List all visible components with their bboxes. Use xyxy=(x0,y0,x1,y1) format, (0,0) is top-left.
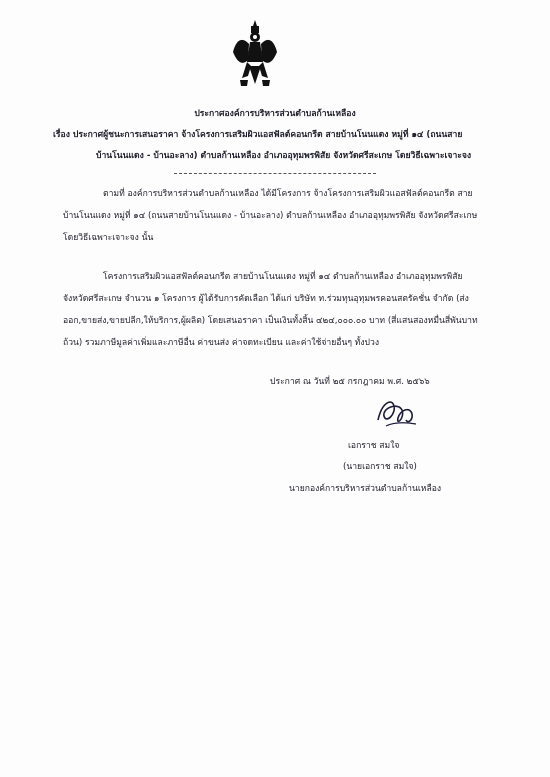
signer-position: นายกองค์การบริหารส่วนตำบลก้านเหลือง xyxy=(289,484,442,494)
subject-line-1: เรื่อง ประกาศผู้ชนะการเสนอราคา จ้างโครงการเสริมผิวแอสฟัลต์คอนกรีต สายบ้านโนนแดง หมู่ที่ ๑๔ (ถนนสาย xyxy=(53,130,463,140)
announcement-date: ประกาศ ณ วันที่ ๒๕ กรกฎาคม พ.ศ. ๒๕๖๖ xyxy=(270,377,430,387)
paragraph-1-line-1: ตามที่ องค์การบริหารส่วนตำบลก้านเหลือง ได้มีโครงการ จ้างโครงการเสริมผิวแอสฟัลต์คอนกรีต สาย xyxy=(103,189,473,199)
paragraph-2-line-2: จังหวัดศรีสะเกษ จำนวน ๑ โครงการ ผู้ได้รับการคัดเลือก ได้แก่ บริษัท ท.ร่วมทุนอุทุมพรคอนสตรัคชั่น จำกัด (ส่ง xyxy=(63,294,469,304)
separator-line xyxy=(174,173,376,174)
subject-line-2: บ้านโนนแดง - บ้านอะลาง) ตำบลก้านเหลือง อำเภออุทุมพรพิสัย จังหวัดศรีสะเกษ โดยวิธีเฉพาะเจาะจง xyxy=(96,151,472,161)
paragraph-2-line-3: ออก,ขายส่ง,ขายปลีก,ให้บริการ,ผู้ผลิต) โดยเสนอราคา เป็นเงินทั้งสิ้น ๔๒๔,๐๐๐.๐๐ บาท (สี่แสนสองหมื่นสี่พันบาท xyxy=(63,316,478,326)
signer-name-parenthetical: (นายเอกราช สมใจ) xyxy=(343,462,417,472)
signer-name: เอกราช สมใจ xyxy=(348,441,400,451)
signature xyxy=(372,396,420,430)
issuer-heading: ประกาศองค์การบริหารส่วนตำบลก้านเหลือง xyxy=(194,109,356,119)
paragraph-2-line-4: ถ้วน) รวมภาษีมูลค่าเพิ่มและภาษีอื่น ค่าขนส่ง ค่าจดทะเบียน และค่าใช้จ่ายอื่นๆ ทั้งปวง xyxy=(63,338,380,348)
paragraph-1-line-3: โดยวิธีเฉพาะเจาะจง นั้น xyxy=(63,233,154,243)
paragraph-1-line-2: บ้านโนนแดง หมู่ที่ ๑๔ (ถนนสายบ้านโนนแดง - บ้านอะลาง) ตำบลก้านเหลือง อำเภออุทุมพรพิสัย จังหวัดศรีสะเกษ xyxy=(63,211,478,221)
garuda-emblem-icon xyxy=(232,18,278,88)
paragraph-2-line-1: โครงการเสริมผิวแอสฟัลต์คอนกรีต สายบ้านโนนแดง หมู่ที่ ๑๔ ตำบลก้านเหลือง อำเภออุทุมพรพิสัย xyxy=(103,272,463,282)
